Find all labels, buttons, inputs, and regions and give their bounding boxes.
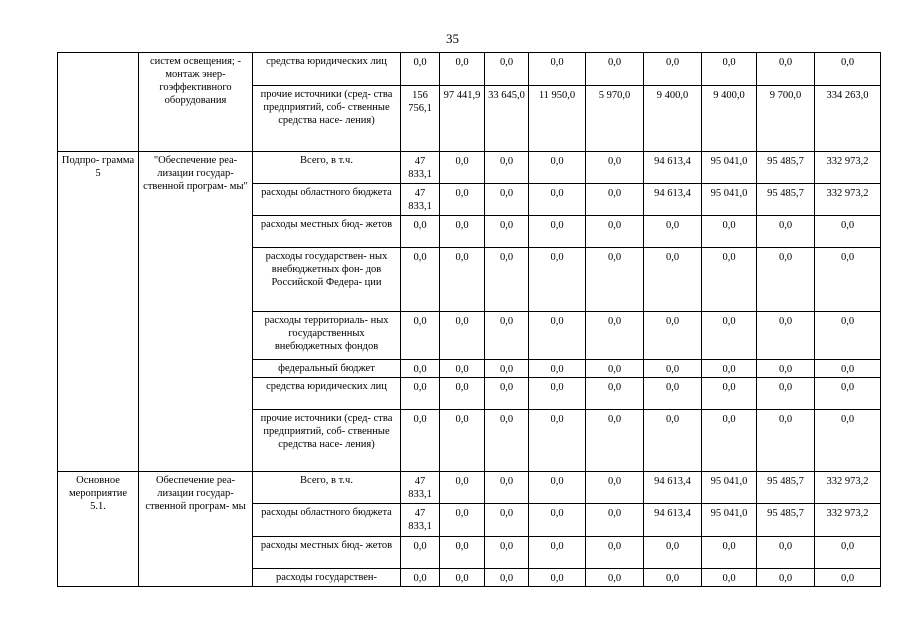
value-cell: 0,0 <box>401 537 440 569</box>
value-cell: 0,0 <box>485 410 529 472</box>
source-cell: расходы местных бюд- жетов <box>253 537 401 569</box>
value-cell: 11 950,0 <box>529 86 586 152</box>
value-cell: 0,0 <box>644 53 702 86</box>
program-cell <box>58 53 139 152</box>
source-cell: средства юридических лиц <box>253 53 401 86</box>
source-cell: расходы государствен- <box>253 569 401 587</box>
value-cell: 5 970,0 <box>586 86 644 152</box>
value-cell: 0,0 <box>401 378 440 410</box>
value-cell: 95 041,0 <box>702 184 757 216</box>
value-cell: 0,0 <box>702 569 757 587</box>
value-cell: 0,0 <box>485 360 529 378</box>
page-number: 35 <box>446 31 459 46</box>
value-cell: 0,0 <box>440 537 485 569</box>
value-cell: 0,0 <box>702 216 757 248</box>
value-cell: 0,0 <box>529 378 586 410</box>
value-cell: 9 400,0 <box>702 86 757 152</box>
description-cell: Обеспечение реа- лизации государ- ственной програм- мы <box>139 472 253 587</box>
value-cell: 0,0 <box>529 504 586 537</box>
value-cell: 0,0 <box>757 216 815 248</box>
value-cell: 95 485,7 <box>757 504 815 537</box>
source-cell: федеральный бюджет <box>253 360 401 378</box>
value-cell: 0,0 <box>702 378 757 410</box>
value-cell: 0,0 <box>440 184 485 216</box>
value-cell: 334 263,0 <box>815 86 881 152</box>
value-cell: 47 833,1 <box>401 184 440 216</box>
value-cell: 0,0 <box>815 410 881 472</box>
value-cell: 0,0 <box>440 569 485 587</box>
value-cell: 9 700,0 <box>757 86 815 152</box>
value-cell: 0,0 <box>440 312 485 360</box>
value-cell: 0,0 <box>529 184 586 216</box>
value-cell: 95 041,0 <box>702 152 757 184</box>
value-cell: 0,0 <box>702 410 757 472</box>
value-cell: 94 613,4 <box>644 472 702 504</box>
value-cell: 0,0 <box>757 53 815 86</box>
source-cell: Всего, в т.ч. <box>253 152 401 184</box>
value-cell: 0,0 <box>757 410 815 472</box>
value-cell: 0,0 <box>440 360 485 378</box>
value-cell: 0,0 <box>485 184 529 216</box>
value-cell: 0,0 <box>485 569 529 587</box>
value-cell: 94 613,4 <box>644 184 702 216</box>
value-cell: 0,0 <box>401 53 440 86</box>
value-cell: 0,0 <box>401 312 440 360</box>
value-cell: 95 041,0 <box>702 472 757 504</box>
source-cell: прочие источники (сред- ства предприятий, соб- ственные средства насе- ления) <box>253 86 401 152</box>
source-cell: средства юридических лиц <box>253 378 401 410</box>
value-cell: 9 400,0 <box>644 86 702 152</box>
value-cell: 0,0 <box>815 360 881 378</box>
value-cell: 332 973,2 <box>815 504 881 537</box>
value-cell: 0,0 <box>440 472 485 504</box>
source-cell: расходы государствен- ных внебюджетных фон- дов Российской Федера- ции <box>253 248 401 312</box>
value-cell: 0,0 <box>644 378 702 410</box>
value-cell: 0,0 <box>485 53 529 86</box>
value-cell: 47 833,1 <box>401 152 440 184</box>
value-cell: 0,0 <box>485 248 529 312</box>
value-cell: 332 973,2 <box>815 152 881 184</box>
value-cell: 0,0 <box>401 410 440 472</box>
program-cell: Подпро- грамма 5 <box>58 152 139 472</box>
value-cell: 47 833,1 <box>401 472 440 504</box>
value-cell: 0,0 <box>644 537 702 569</box>
value-cell: 95 485,7 <box>757 152 815 184</box>
value-cell: 97 441,9 <box>440 86 485 152</box>
value-cell: 0,0 <box>702 312 757 360</box>
value-cell: 0,0 <box>586 53 644 86</box>
value-cell: 0,0 <box>529 537 586 569</box>
value-cell: 0,0 <box>529 248 586 312</box>
value-cell: 0,0 <box>401 360 440 378</box>
value-cell: 0,0 <box>529 216 586 248</box>
value-cell: 0,0 <box>401 248 440 312</box>
program-cell: Основное мероприятие 5.1. <box>58 472 139 587</box>
value-cell: 0,0 <box>485 216 529 248</box>
source-cell: расходы территориаль- ных государственных внебюджетных фондов <box>253 312 401 360</box>
value-cell: 0,0 <box>586 360 644 378</box>
source-cell: расходы областного бюджета <box>253 184 401 216</box>
value-cell: 0,0 <box>586 216 644 248</box>
value-cell: 0,0 <box>440 410 485 472</box>
value-cell: 0,0 <box>586 312 644 360</box>
value-cell: 0,0 <box>644 410 702 472</box>
source-cell: прочие источники (сред- ства предприятий, соб- ственные средства насе- ления) <box>253 410 401 472</box>
value-cell: 0,0 <box>401 216 440 248</box>
value-cell: 0,0 <box>644 216 702 248</box>
source-cell: расходы областного бюджета <box>253 504 401 537</box>
value-cell: 0,0 <box>485 378 529 410</box>
value-cell: 0,0 <box>529 312 586 360</box>
value-cell: 0,0 <box>440 216 485 248</box>
value-cell: 0,0 <box>757 537 815 569</box>
value-cell: 0,0 <box>529 472 586 504</box>
value-cell: 0,0 <box>485 504 529 537</box>
value-cell: 0,0 <box>586 152 644 184</box>
value-cell: 0,0 <box>757 569 815 587</box>
value-cell: 0,0 <box>440 504 485 537</box>
description-cell: "Обеспечение реа- лизации государ- ственной програм- мы" <box>139 152 253 472</box>
value-cell: 0,0 <box>757 378 815 410</box>
value-cell: 0,0 <box>485 312 529 360</box>
value-cell: 0,0 <box>586 248 644 312</box>
value-cell: 0,0 <box>440 152 485 184</box>
value-cell: 0,0 <box>815 216 881 248</box>
value-cell: 0,0 <box>529 410 586 472</box>
value-cell: 0,0 <box>702 248 757 312</box>
value-cell: 0,0 <box>440 248 485 312</box>
value-cell: 0,0 <box>815 569 881 587</box>
value-cell: 0,0 <box>815 537 881 569</box>
value-cell: 0,0 <box>815 378 881 410</box>
value-cell: 95 041,0 <box>702 504 757 537</box>
source-cell: Всего, в т.ч. <box>253 472 401 504</box>
value-cell: 0,0 <box>440 378 485 410</box>
value-cell: 95 485,7 <box>757 184 815 216</box>
value-cell: 0,0 <box>644 248 702 312</box>
value-cell: 94 613,4 <box>644 152 702 184</box>
budget-table <box>57 52 881 587</box>
value-cell: 0,0 <box>586 410 644 472</box>
value-cell: 0,0 <box>485 472 529 504</box>
value-cell: 0,0 <box>757 360 815 378</box>
source-cell: расходы местных бюд- жетов <box>253 216 401 248</box>
value-cell: 0,0 <box>757 248 815 312</box>
value-cell: 156 756,1 <box>401 86 440 152</box>
value-cell: 0,0 <box>815 312 881 360</box>
value-cell: 0,0 <box>586 378 644 410</box>
value-cell: 0,0 <box>529 152 586 184</box>
value-cell: 0,0 <box>586 472 644 504</box>
value-cell: 0,0 <box>702 53 757 86</box>
table-row <box>58 53 881 86</box>
value-cell: 0,0 <box>529 360 586 378</box>
value-cell: 0,0 <box>815 248 881 312</box>
value-cell: 332 973,2 <box>815 184 881 216</box>
value-cell: 0,0 <box>586 504 644 537</box>
value-cell: 0,0 <box>644 360 702 378</box>
value-cell: 47 833,1 <box>401 504 440 537</box>
value-cell: 0,0 <box>401 569 440 587</box>
value-cell: 0,0 <box>586 184 644 216</box>
value-cell: 332 973,2 <box>815 472 881 504</box>
value-cell: 0,0 <box>702 360 757 378</box>
value-cell: 0,0 <box>586 569 644 587</box>
value-cell: 0,0 <box>529 569 586 587</box>
value-cell: 0,0 <box>586 537 644 569</box>
description-cell: систем освещения; - монтаж энер- гоэффективного оборудования <box>139 53 253 152</box>
value-cell: 0,0 <box>757 312 815 360</box>
value-cell: 0,0 <box>644 312 702 360</box>
table-row <box>58 472 881 504</box>
value-cell: 0,0 <box>440 53 485 86</box>
value-cell: 0,0 <box>485 152 529 184</box>
value-cell: 0,0 <box>529 53 586 86</box>
value-cell: 0,0 <box>702 537 757 569</box>
value-cell: 0,0 <box>644 569 702 587</box>
value-cell: 95 485,7 <box>757 472 815 504</box>
table-row <box>58 152 881 184</box>
value-cell: 0,0 <box>485 537 529 569</box>
value-cell: 33 645,0 <box>485 86 529 152</box>
value-cell: 0,0 <box>815 53 881 86</box>
value-cell: 94 613,4 <box>644 504 702 537</box>
